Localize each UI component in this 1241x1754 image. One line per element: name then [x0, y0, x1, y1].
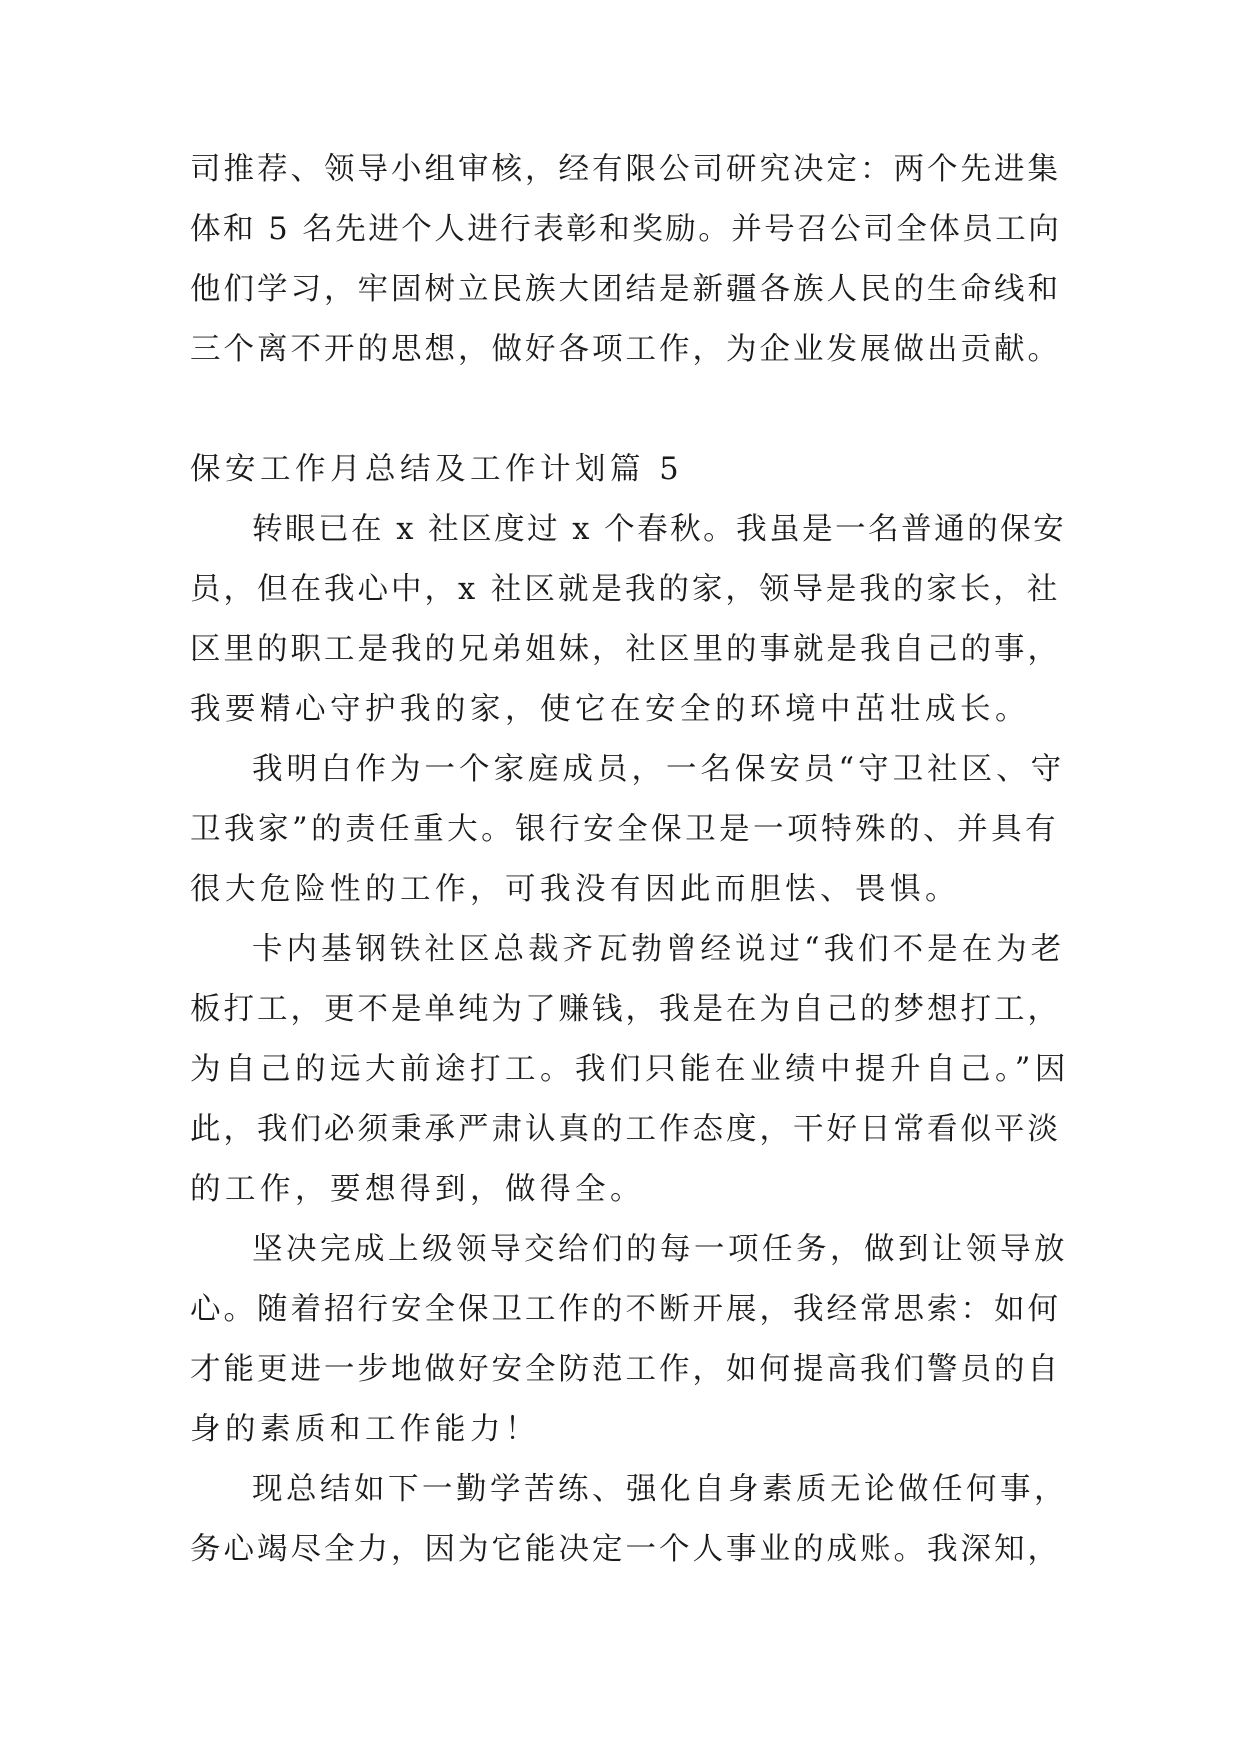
paragraph-4-line: 才能更进一步地做好安全防范工作，如何提高我们警员的自: [190, 1352, 1061, 1387]
paragraph-3-line: 为自己的远大前途打工。我们只能在业绩中提升自己。”因: [190, 1052, 1070, 1087]
paragraph-3-line: 的工作，要想得到，做得全。: [190, 1172, 645, 1207]
paragraph-4-line: 坚决完成上级领导交给们的每一项任务，做到让领导放: [252, 1232, 1068, 1267]
section-title: 保安工作月总结及工作计划篇 5: [190, 452, 684, 487]
intro-line: 体和 5 名先进个人进行表彰和奖励。并号召公司全体员工向: [190, 212, 1062, 247]
paragraph-1-line: 我要精心守护我的家，使它在安全的环境中茁壮成长。: [190, 692, 1030, 727]
intro-line: 他们学习，牢固树立民族大团结是新疆各族人民的生命线和: [190, 272, 1061, 307]
paragraph-1-line: 转眼已在 x 社区度过 x 个春秋。我虽是一名普通的保安: [252, 512, 1067, 547]
paragraph-5-line: 现总结如下一勤学苦练、强化自身素质无论做任何事，: [252, 1472, 1068, 1507]
paragraph-2-line: 很大危险性的工作，可我没有因此而胆怯、畏惧。: [190, 872, 960, 907]
paragraph-4-line: 身的素质和工作能力！: [190, 1412, 540, 1447]
paragraph-3-line: 板打工，更不是单纯为了赚钱，我是在为自己的梦想打工，: [190, 992, 1061, 1027]
paragraph-1-line: 区里的职工是我的兄弟姐妹，社区里的事就是我自己的事，: [190, 632, 1061, 667]
paragraph-3-line: 此，我们必须秉承严肃认真的工作态度，干好日常看似平淡: [190, 1112, 1061, 1147]
paragraph-5-line: 务心竭尽全力，因为它能决定一个人事业的成账。我深知，: [190, 1532, 1061, 1567]
paragraph-2-line: 我明白作为一个家庭成员，一名保安员“守卫社区、守: [252, 752, 1066, 787]
paragraph-3-line: 卡内基钢铁社区总裁齐瓦勃曾经说过“我们不是在为老: [252, 932, 1066, 967]
intro-line: 司推荐、领导小组审核，经有限公司研究决定：两个先进集: [190, 152, 1061, 187]
intro-line: 三个离不开的思想，做好各项工作，为企业发展做出贡献。: [190, 332, 1061, 367]
paragraph-2-line: 卫我家”的责任重大。银行安全保卫是一项特殊的、并具有: [190, 812, 1060, 847]
paragraph-4-line: 心。随着招行安全保卫工作的不断开展，我经常思索：如何: [190, 1292, 1061, 1327]
paragraph-1-line: 员，但在我心中，x 社区就是我的家，领导是我的家长，社: [190, 572, 1061, 607]
